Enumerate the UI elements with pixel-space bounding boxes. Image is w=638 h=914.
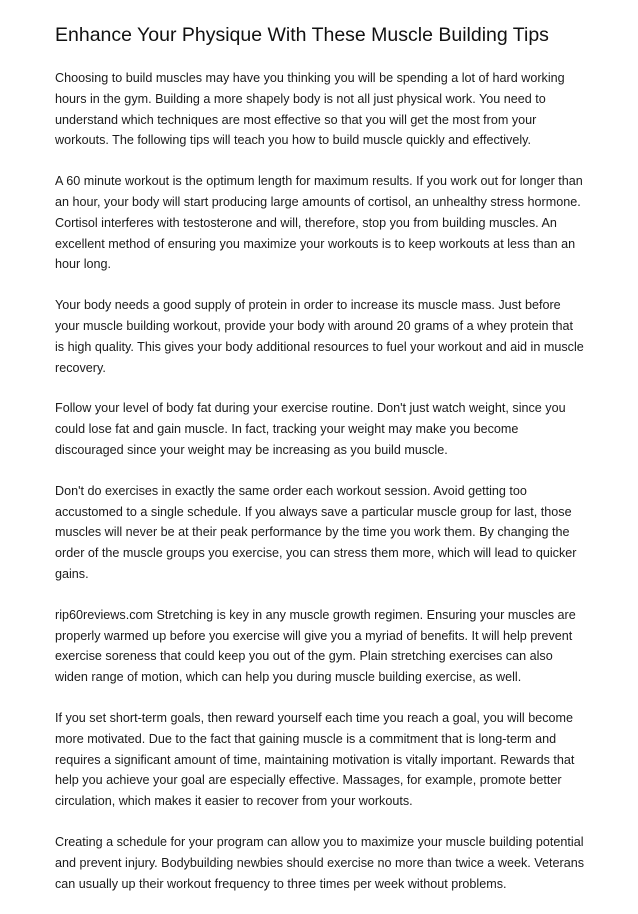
paragraph-goals: If you set short-term goals, then reward yourself each time you reach a goal, you will become more motivated. Due to the fact that gaining muscle is a commitment that is long-term and requires a significant amount of time, maintaining motivation is vitally important. Rewards that help you achieve your goal are especially effective. Massages, for example, promote better circulation, which makes it easier to recover from your workouts.	[55, 710, 575, 809]
document-title: Enhance Your Physique With These Muscle Building Tips	[55, 24, 549, 46]
paragraph-body-fat: Follow your level of body fat during your exercise routine. Don't just watch weight, since you could lose fat and gain muscle. In fact, tracking your weight may make you become discouraged since your weight may be increasing as you build muscle.	[55, 401, 566, 457]
paragraph-schedule: Creating a schedule for your program can allow you to maximize your muscle building potential and prevent injury. Bodybuilding newbies should exercise no more than twice a week. Veterans can usually up their workout frequency to three times per week without problems.	[55, 834, 585, 891]
paragraph-protein: Your body needs a good supply of protein in order to increase its muscle mass. Just before your muscle building workout, provide your body with around 20 grams of a whey protein that is high quality. This gives your body additional resources to fuel your workout and aid in muscle recovery.	[55, 298, 584, 375]
paragraph-intro: Choosing to build muscles may have you thinking you will be spending a lot of hard working hours in the gym. Building a more shapely body is not all just physical work. You need to understand which techniques are most effective so that you will get the most from your workouts. The following tips will teach you how to build muscle quickly and effectively.	[55, 71, 565, 148]
paragraph-exercise-order: Don't do exercises in exactly the same order each workout session. Avoid getting too accustomed to a single schedule. If you always save a particular muscle group for last, those muscles will never be at their peak performance by the time you work them. By changing the order of the muscle groups you exercise, you can stress them more, which will lead to quicker gains.	[55, 483, 577, 581]
paragraph-workout-length: A 60 minute workout is the optimum length for maximum results. If you work out for longer than an hour, your body will start producing large amounts of cortisol, an unhealthy stress hormone. Cortisol interferes with testosterone and will, therefore, stop you from building muscles. An excellent method of ensuring you maximize your workouts is to keep workouts at less than an hour long.	[55, 174, 583, 272]
paragraph-stretching: rip60reviews.com Stretching is key in any muscle growth regimen. Ensuring your muscles are properly warmed up before you exercise will give you a myriad of benefits. It will help prevent exercise soreness that could keep you out of the gym. Plain stretching exercises can also widen range of motion, which can help you during muscle building exercise, as well.	[55, 607, 576, 685]
document-page	[55, 22, 585, 914]
